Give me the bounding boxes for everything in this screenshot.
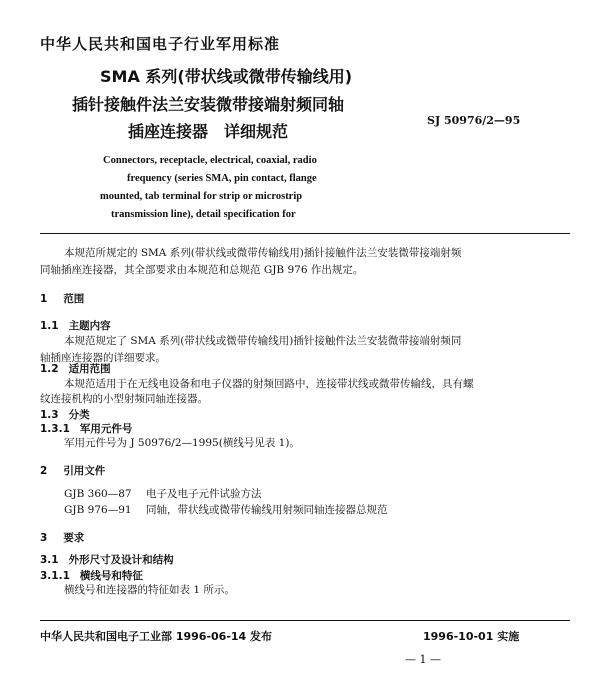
section-1-3-heading bbox=[40, 407, 90, 422]
section-1-3-1-text: 军用元件号为 J 50976/2—1995(横线号见表 1)。 bbox=[64, 437, 300, 449]
section-title: 分类 bbox=[68, 409, 90, 421]
issue-date: 中华人民共和国电子工业部 1996-06-14 发布 bbox=[40, 630, 273, 643]
section-title: 要求 bbox=[63, 532, 85, 544]
section-number: 3 bbox=[40, 532, 48, 544]
section-1-2-heading bbox=[40, 361, 111, 376]
footer-divider bbox=[40, 620, 570, 621]
intro-line-2: 同轴插座连接器，其全部要求由本规范和总规范 GJB 976 作出规定。 bbox=[40, 264, 364, 276]
section-3-1-1-heading bbox=[40, 568, 143, 583]
section-1-heading bbox=[40, 291, 84, 306]
section-1-3-1-heading bbox=[40, 421, 132, 436]
section-3-1-1-text: 横线号和连接器的特征如表 1 所示。 bbox=[64, 584, 235, 596]
english-title-line-1: Connectors, receptacle, electrical, coaxial, radio bbox=[103, 155, 317, 166]
section-number: 3.1 bbox=[40, 554, 59, 566]
standard-body-header: 中华人民共和国电子行业军用标准 bbox=[40, 35, 281, 53]
page-number: — 1 — bbox=[405, 653, 441, 666]
section-1-1-text-line-1: 本规范规定了 SMA 系列(带状线或微带传输线用)插针接触件法兰安装微带接端射频同 bbox=[64, 335, 462, 347]
effective-date: 1996-10-01 实施 bbox=[423, 630, 520, 643]
section-title: 横线号和特征 bbox=[79, 570, 143, 582]
section-number: 3.1.1 bbox=[40, 570, 70, 582]
intro-line-1: 本规范所规定的 SMA 系列(带状线或微带传输线用)插针接触件法兰安装微带接端射频 bbox=[64, 247, 462, 259]
document-title-line-3: 插座连接器 详细规范 bbox=[128, 122, 289, 141]
english-title-line-2: frequency (series SMA, pin contact, flange bbox=[127, 173, 317, 184]
section-number: 1.3.1 bbox=[40, 423, 70, 435]
section-number: 2 bbox=[40, 465, 48, 477]
section-number: 1.3 bbox=[40, 409, 59, 421]
reference-name: 同轴，带状线或微带传输线用射频同轴连接器总规范 bbox=[146, 504, 388, 516]
section-title: 军用元件号 bbox=[79, 423, 133, 435]
reference-code: GJB 976—91 bbox=[64, 504, 132, 516]
document-title-line-1: SMA 系列(带状线或微带传输线用) bbox=[100, 67, 353, 86]
section-1-1-heading bbox=[40, 318, 111, 333]
section-title: 适用范围 bbox=[68, 363, 111, 375]
section-1-1-text-line-2: 轴插座连接器的详细要求。 bbox=[40, 352, 166, 364]
english-title-line-4: transmission line), detail specification for bbox=[111, 209, 296, 220]
section-number: 1.1 bbox=[40, 320, 59, 332]
reference-name: 电子及电子元件试验方法 bbox=[146, 488, 262, 500]
section-1-2-text-line-1: 本规范适用于在无线电设备和电子仪器的射频回路中，连接带状线或微带传输线，具有螺 bbox=[64, 378, 474, 390]
section-3-1-heading bbox=[40, 552, 174, 567]
section-title: 引用文件 bbox=[63, 465, 106, 477]
section-3-heading bbox=[40, 530, 84, 545]
section-number: 1.2 bbox=[40, 363, 59, 375]
section-title: 主题内容 bbox=[68, 320, 111, 332]
section-2-heading bbox=[40, 463, 105, 478]
document-title-line-2: 插针接触件法兰安装微带接端射频同轴 bbox=[72, 95, 345, 114]
section-title: 范围 bbox=[63, 293, 85, 305]
section-title: 外形尺寸及设计和结构 bbox=[68, 554, 174, 566]
english-title-line-3: mounted, tab terminal for strip or microstrip bbox=[100, 191, 303, 202]
section-number: 1 bbox=[40, 293, 48, 305]
standard-number: SJ 50976/2—95 bbox=[427, 114, 521, 127]
reference-code: GJB 360—87 bbox=[64, 488, 132, 500]
section-1-2-text-line-2: 纹连接机构的小型射频同轴连接器。 bbox=[40, 393, 208, 405]
header-divider bbox=[40, 233, 570, 234]
